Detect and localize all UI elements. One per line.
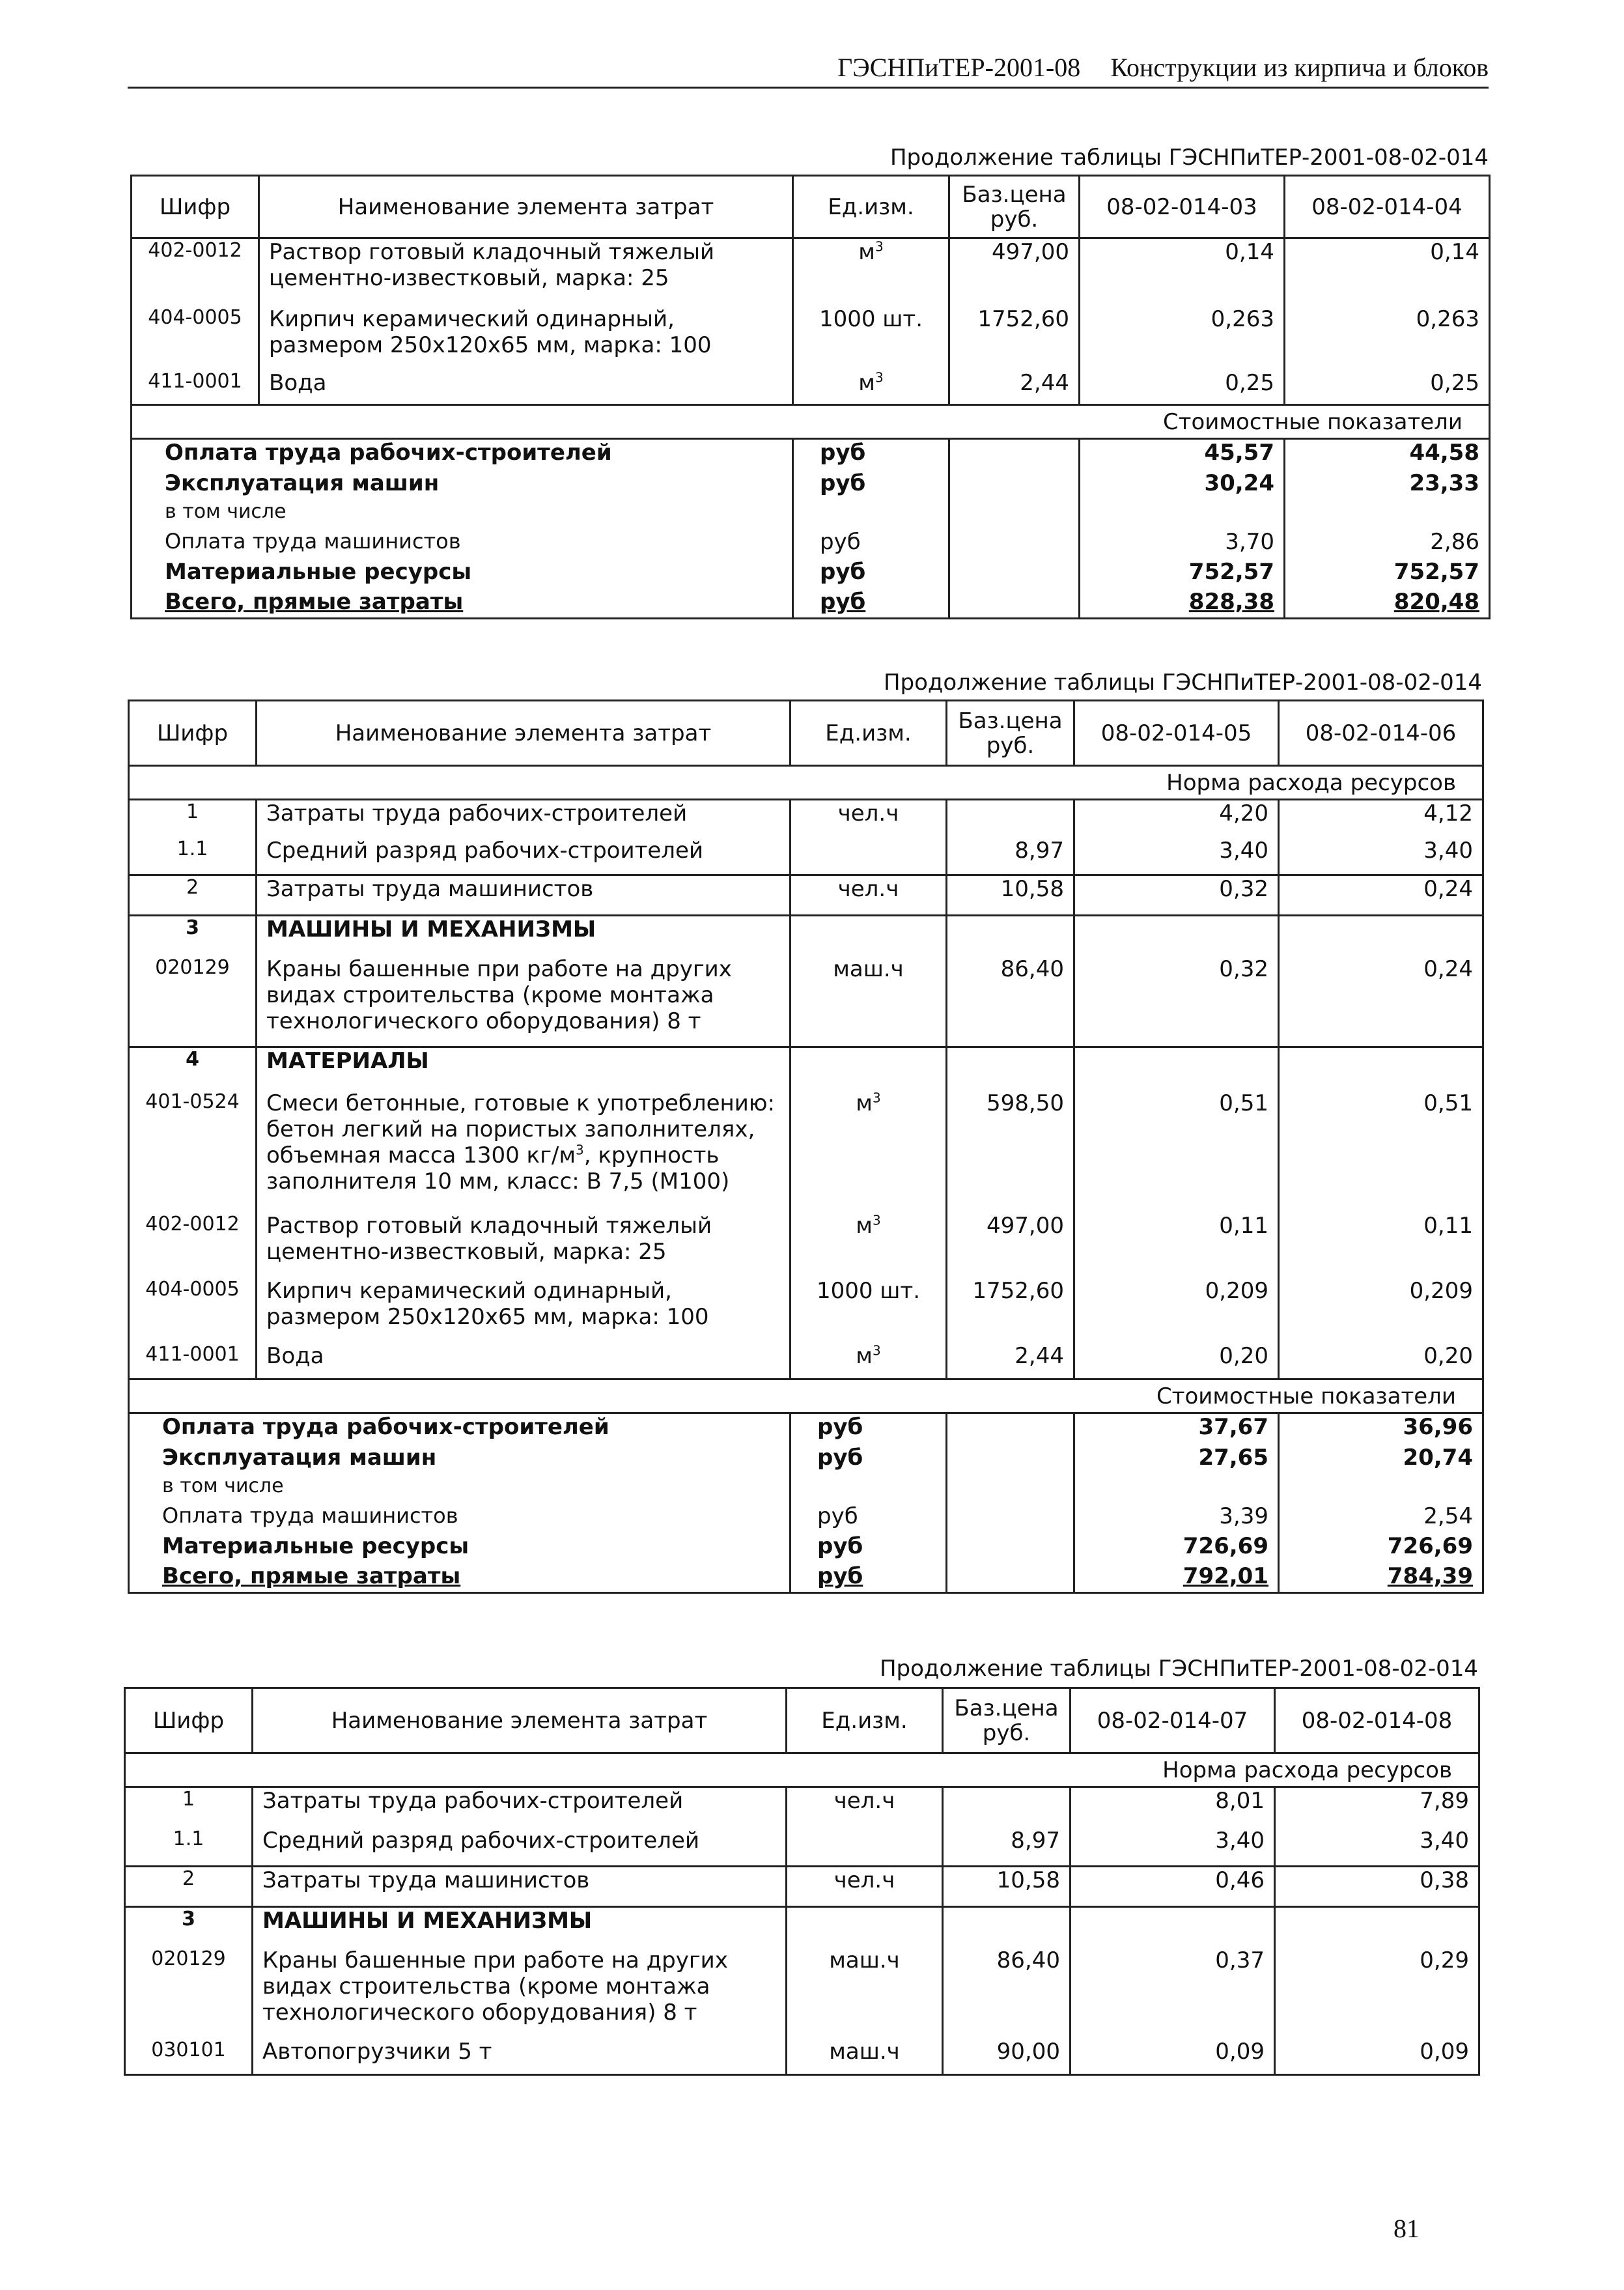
col-unit-header: Ед.изм. xyxy=(791,701,947,766)
row-price: 2,44 xyxy=(949,370,1080,405)
cost-section-label: Стоимостные показатели xyxy=(129,1379,1483,1413)
cost-label: Оплата труда машинистов xyxy=(132,529,793,559)
cost-value-b: 44,58 xyxy=(1285,439,1490,470)
row-name: Затраты труда машинистов xyxy=(253,1867,787,1907)
row-value-a: 0,37 xyxy=(1071,1947,1275,2039)
table-row xyxy=(132,238,1490,306)
table-row xyxy=(129,1343,1483,1379)
row-code: 404-0005 xyxy=(129,1278,257,1343)
cost-value-b: 820,48 xyxy=(1393,588,1479,615)
row-code: 401-0524 xyxy=(129,1090,257,1213)
cost-label: Оплата труда машинистов xyxy=(129,1503,791,1533)
row-code: 020129 xyxy=(129,956,257,1047)
row-code: 402-0012 xyxy=(129,1213,257,1278)
section-row-machines xyxy=(125,1907,1479,1947)
row-unit: чел.ч xyxy=(787,1867,943,1907)
table-1-caption: Продолжение таблицы ГЭСНПиТЕР-2001-08-02-014 xyxy=(889,145,1489,171)
row-value-b: 0,20 xyxy=(1279,1343,1483,1379)
table-header xyxy=(129,701,1483,766)
row-name: Кирпич керамический одинарный, размером 250х120х65 мм, марка: 100 xyxy=(259,306,793,370)
col-price-header: Баз.цена руб. xyxy=(943,1688,1071,1753)
row-name: Затраты труда рабочих-строителей xyxy=(257,800,791,838)
col-a-header: 08-02-014-05 xyxy=(1074,701,1279,766)
row-value-b: 0,263 xyxy=(1285,306,1490,370)
row-name: Затраты труда машинистов xyxy=(257,875,791,916)
cost-row-materials xyxy=(129,1533,1483,1563)
row-price: 8,97 xyxy=(947,838,1074,875)
cost-value-b: 20,74 xyxy=(1279,1445,1483,1475)
row-price: 10,58 xyxy=(947,875,1074,916)
norm-section-row xyxy=(125,1753,1479,1787)
table-1 xyxy=(130,175,1491,619)
col-price-header: Баз.цена руб. xyxy=(949,176,1080,238)
norm-section-row xyxy=(129,766,1483,800)
cost-value-a: 45,57 xyxy=(1080,439,1285,470)
row-value-a: 0,209 xyxy=(1074,1278,1279,1343)
cost-row-labor xyxy=(129,1413,1483,1445)
col-code-header: Шифр xyxy=(125,1688,253,1753)
row-value-b: 3,40 xyxy=(1279,838,1483,875)
col-unit-header: Ед.изм. xyxy=(787,1688,943,1753)
row-code: 2 xyxy=(129,875,257,916)
row-name: МАШИНЫ И МЕХАНИЗМЫ xyxy=(257,916,791,956)
cost-label: Эксплуатация машин xyxy=(129,1445,791,1475)
table-2-caption: Продолжение таблицы ГЭСНПиТЕР-2001-08-02-014 xyxy=(883,670,1482,696)
row-unit: чел.ч xyxy=(791,875,947,916)
cost-value-b: 2,86 xyxy=(1285,529,1490,559)
row-name: Раствор готовый кладочный тяжелый цементно-известковый, марка: 25 xyxy=(257,1213,791,1278)
row-value-a: 4,20 xyxy=(1074,800,1279,838)
row-value-a: 0,11 xyxy=(1074,1213,1279,1278)
norm-section-label: Норма расхода ресурсов xyxy=(129,766,1483,800)
row-unit: $м^3$ xyxy=(793,238,949,306)
row-name: Кирпич керамический одинарный, размером 250х120х65 мм, марка: 100 xyxy=(257,1278,791,1343)
row-code: 3 xyxy=(129,916,257,956)
cost-value-b: 784,39 xyxy=(1387,1562,1473,1589)
row-price: 90,00 xyxy=(943,2039,1071,2075)
cost-value-b: 2,54 xyxy=(1279,1503,1483,1533)
row-code: 411-0001 xyxy=(129,1343,257,1379)
row-name: Средний разряд рабочих-строителей xyxy=(257,838,791,875)
row-price xyxy=(943,1787,1071,1828)
table-row xyxy=(125,1947,1479,2039)
row-unit: чел.ч xyxy=(791,800,947,838)
row-name: Раствор готовый кладочный тяжелый цементно-известковый, марка: 25 xyxy=(259,238,793,306)
cost-value-b: 36,96 xyxy=(1279,1413,1483,1445)
row-name: Средний разряд рабочих-строителей xyxy=(253,1828,787,1867)
row-value-b: 4,12 xyxy=(1279,800,1483,838)
row-unit: 1000 шт. xyxy=(791,1278,947,1343)
col-b-header: 08-02-014-04 xyxy=(1285,176,1490,238)
row-name: Смеси бетонные, готовые к употреблению: бетон легкий на пористых заполнителях, объемная масса 1300 $кг/м^3$, крупность заполнителя 10 мм, класс: В 7,5 (М100) xyxy=(257,1090,791,1213)
cost-row-materials xyxy=(132,559,1490,589)
table-header xyxy=(132,176,1490,238)
row-unit: $м^3$ xyxy=(793,370,949,405)
row-value-b: 0,11 xyxy=(1279,1213,1483,1278)
col-b-header: 08-02-014-08 xyxy=(1275,1688,1479,1753)
header-code: ГЭСНПиТЕР-2001-08 xyxy=(837,53,1081,82)
row-value-a: 0,32 xyxy=(1074,956,1279,1047)
col-code-header: Шифр xyxy=(129,701,257,766)
table-row xyxy=(125,1867,1479,1907)
row-unit: маш.ч xyxy=(791,956,947,1047)
row-name: Затраты труда рабочих-строителей xyxy=(253,1787,787,1828)
row-value-b: 0,09 xyxy=(1275,2039,1479,2075)
row-unit: маш.ч xyxy=(787,1947,943,2039)
cost-row-machines xyxy=(129,1445,1483,1475)
cost-value-a: 37,67 xyxy=(1074,1413,1279,1445)
cost-value-a: 3,39 xyxy=(1074,1503,1279,1533)
table-row xyxy=(129,800,1483,838)
cost-value-a: 3,70 xyxy=(1080,529,1285,559)
row-value-a: 0,32 xyxy=(1074,875,1279,916)
row-name: МАТЕРИАЛЫ xyxy=(257,1047,791,1090)
row-code: 404-0005 xyxy=(132,306,259,370)
col-a-header: 08-02-014-07 xyxy=(1071,1688,1275,1753)
row-price: 1752,60 xyxy=(949,306,1080,370)
cost-value-a: 792,01 xyxy=(1183,1562,1268,1589)
cost-row-operators xyxy=(132,529,1490,559)
col-name-header: Наименование элемента затрат xyxy=(257,701,791,766)
table-row xyxy=(129,875,1483,916)
row-price: 497,00 xyxy=(949,238,1080,306)
table-3 xyxy=(124,1687,1480,2076)
row-value-a: 3,40 xyxy=(1071,1828,1275,1867)
table-row xyxy=(125,2039,1479,2075)
row-unit: $м^3$ xyxy=(791,1343,947,1379)
cost-value-a: 27,65 xyxy=(1074,1445,1279,1475)
row-name: Вода xyxy=(257,1343,791,1379)
row-code: 3 xyxy=(125,1907,253,1947)
cost-value-a: 30,24 xyxy=(1080,470,1285,500)
cost-section-row xyxy=(132,405,1490,439)
cost-row-operators xyxy=(129,1503,1483,1533)
cost-label: Материальные ресурсы xyxy=(129,1533,791,1563)
page-number: 81 xyxy=(1393,2214,1420,2243)
cost-label: в том числе xyxy=(132,500,793,529)
row-value-a: 0,20 xyxy=(1074,1343,1279,1379)
col-name-header: Наименование элемента затрат xyxy=(253,1688,787,1753)
cost-value-a: 752,57 xyxy=(1080,559,1285,589)
cost-unit: руб xyxy=(793,470,949,500)
row-code: 1.1 xyxy=(129,838,257,875)
row-value-b: 0,38 xyxy=(1275,1867,1479,1907)
row-value-a: 0,46 xyxy=(1071,1867,1275,1907)
row-unit: $м^3$ xyxy=(791,1213,947,1278)
row-value-b: 0,24 xyxy=(1279,875,1483,916)
cost-label: в том числе xyxy=(129,1475,791,1503)
row-name: Краны башенные при работе на других видах строительства (кроме монтажа технологического оборудования) 8 т xyxy=(253,1947,787,2039)
cost-value-b: 726,69 xyxy=(1279,1533,1483,1563)
cost-value-a: 828,38 xyxy=(1188,588,1274,615)
row-code: 020129 xyxy=(125,1947,253,2039)
cost-row-total xyxy=(129,1563,1483,1593)
row-name: Автопогрузчики 5 т xyxy=(253,2039,787,2075)
row-value-a: 0,51 xyxy=(1074,1090,1279,1213)
row-value-a: 0,09 xyxy=(1071,2039,1275,2075)
table-row xyxy=(132,370,1490,405)
col-b-header: 08-02-014-06 xyxy=(1279,701,1483,766)
section-row-materials xyxy=(129,1047,1483,1090)
row-value-b: 7,89 xyxy=(1275,1787,1479,1828)
cost-label: Эксплуатация машин xyxy=(132,470,793,500)
row-unit: 1000 шт. xyxy=(793,306,949,370)
table-row xyxy=(129,1213,1483,1278)
row-name: Вода xyxy=(259,370,793,405)
table-row xyxy=(129,956,1483,1047)
row-code: 1 xyxy=(125,1787,253,1828)
cost-label: Всего, прямые затраты xyxy=(162,1562,461,1589)
row-price: 86,40 xyxy=(943,1947,1071,2039)
cost-section-row xyxy=(129,1379,1483,1413)
cost-value-b: 23,33 xyxy=(1285,470,1490,500)
row-code: 030101 xyxy=(125,2039,253,2075)
row-unit: чел.ч xyxy=(787,1787,943,1828)
row-price: 497,00 xyxy=(947,1213,1074,1278)
cost-label: Материальные ресурсы xyxy=(132,559,793,589)
row-name: Краны башенные при работе на других видах строительства (кроме монтажа технологического оборудования) 8 т xyxy=(257,956,791,1047)
cost-unit: руб xyxy=(793,529,949,559)
row-code: 402-0012 xyxy=(132,238,259,306)
row-value-b: 0,209 xyxy=(1279,1278,1483,1343)
cost-row-labor xyxy=(132,439,1490,470)
cost-label: Оплата труда рабочих-строителей xyxy=(132,439,793,470)
row-code: 1.1 xyxy=(125,1828,253,1867)
cost-unit: руб xyxy=(793,559,949,589)
row-code: 411-0001 xyxy=(132,370,259,405)
cost-value-b: 752,57 xyxy=(1285,559,1490,589)
col-unit-header: Ед.изм. xyxy=(793,176,949,238)
cost-section-label: Стоимостные показатели xyxy=(132,405,1490,439)
row-price: 10,58 xyxy=(943,1867,1071,1907)
table-row xyxy=(129,1278,1483,1343)
table-header xyxy=(125,1688,1479,1753)
row-price: 1752,60 xyxy=(947,1278,1074,1343)
cost-unit: руб xyxy=(791,1445,947,1475)
table-3-caption: Продолжение таблицы ГЭСНПиТЕР-2001-08-02-014 xyxy=(879,1656,1478,1682)
norm-section-label: Норма расхода ресурсов xyxy=(125,1753,1479,1787)
row-value-b: 0,29 xyxy=(1275,1947,1479,2039)
cost-unit: руб xyxy=(791,1413,947,1445)
row-unit: маш.ч xyxy=(787,2039,943,2075)
cost-row-incl xyxy=(132,500,1490,529)
cost-unit: руб xyxy=(791,1503,947,1533)
cost-row-machines xyxy=(132,470,1490,500)
cost-row-incl xyxy=(129,1475,1483,1503)
row-unit: $м^3$ xyxy=(791,1090,947,1213)
cost-unit: руб xyxy=(791,1533,947,1563)
row-price: 86,40 xyxy=(947,956,1074,1047)
row-value-a: 0,263 xyxy=(1080,306,1285,370)
col-a-header: 08-02-014-03 xyxy=(1080,176,1285,238)
page-header xyxy=(128,52,1489,89)
cost-label: Оплата труда рабочих-строителей xyxy=(129,1413,791,1445)
row-price: 598,50 xyxy=(947,1090,1074,1213)
row-price: 8,97 xyxy=(943,1828,1071,1867)
row-value-a: 0,25 xyxy=(1080,370,1285,405)
row-value-b: 0,51 xyxy=(1279,1090,1483,1213)
cost-unit: руб xyxy=(793,439,949,470)
row-value-a: 8,01 xyxy=(1071,1787,1275,1828)
table-row xyxy=(129,838,1483,875)
row-value-b: 3,40 xyxy=(1275,1828,1479,1867)
row-value-b: 0,24 xyxy=(1279,956,1483,1047)
row-code: 4 xyxy=(129,1047,257,1090)
table-row xyxy=(132,306,1490,370)
row-unit xyxy=(787,1828,943,1867)
header-title: Конструкции из кирпича и блоков xyxy=(1110,53,1489,82)
table-row xyxy=(129,1090,1483,1213)
table-row xyxy=(125,1787,1479,1828)
cost-row-total xyxy=(132,589,1490,619)
row-value-b: 0,25 xyxy=(1285,370,1490,405)
section-row-machines xyxy=(129,916,1483,956)
cost-label: Всего, прямые затраты xyxy=(165,588,464,615)
row-value-b: 0,14 xyxy=(1285,238,1490,306)
table-row xyxy=(125,1828,1479,1867)
row-unit xyxy=(791,838,947,875)
col-code-header: Шифр xyxy=(132,176,259,238)
row-name: МАШИНЫ И МЕХАНИЗМЫ xyxy=(253,1907,787,1947)
col-name-header: Наименование элемента затрат xyxy=(259,176,793,238)
row-price: 2,44 xyxy=(947,1343,1074,1379)
row-value-a: 0,14 xyxy=(1080,238,1285,306)
cost-unit: руб xyxy=(817,1562,863,1589)
table-2 xyxy=(128,700,1484,1594)
row-value-a: 3,40 xyxy=(1074,838,1279,875)
cost-value-a: 726,69 xyxy=(1074,1533,1279,1563)
cost-unit: руб xyxy=(820,588,866,615)
row-code: 1 xyxy=(129,800,257,838)
row-code: 2 xyxy=(125,1867,253,1907)
row-price xyxy=(947,800,1074,838)
col-price-header: Баз.цена руб. xyxy=(947,701,1074,766)
